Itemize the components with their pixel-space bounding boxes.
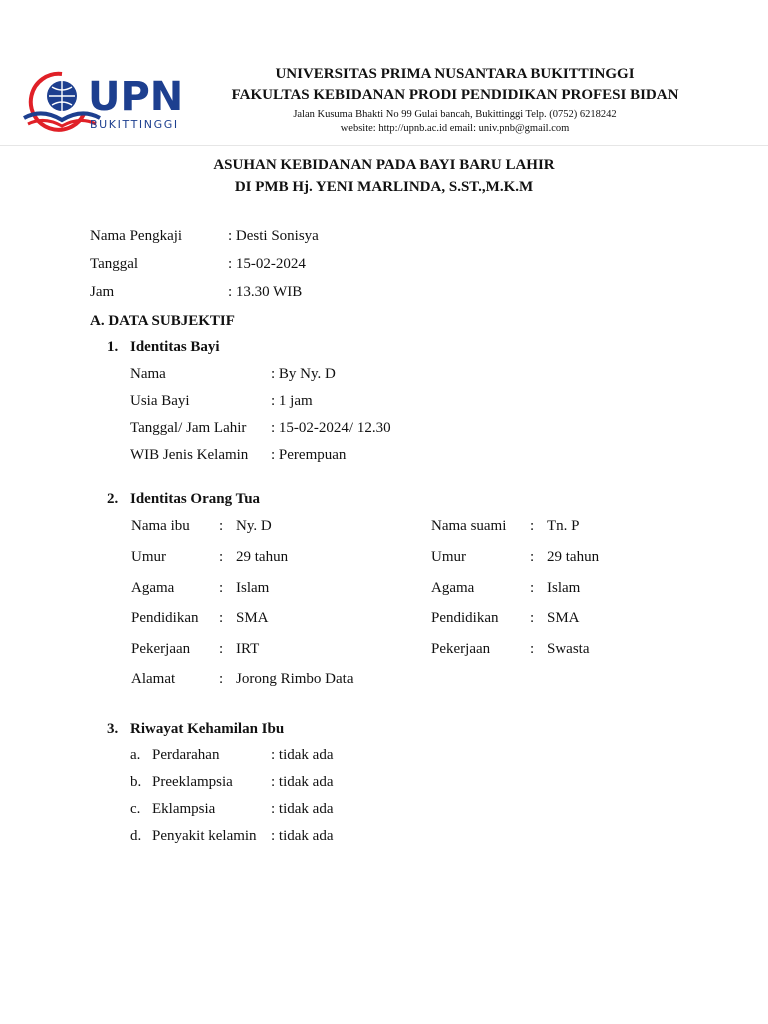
address-line: Jalan Kusuma Bhakti No 99 Gulai bancah, Bukittinggi Telp. (0752) 6218242 — [293, 109, 617, 120]
ibu-label: Umur — [131, 549, 166, 565]
colon: : — [219, 641, 224, 657]
suami-label: Agama — [431, 580, 475, 596]
field-value: : Perempuan — [271, 447, 347, 463]
history-label: Eklampsia — [152, 801, 216, 817]
ibu-label: Alamat — [131, 671, 176, 687]
list-letter: c. — [130, 801, 141, 817]
ibu-value: Jorong Rimbo Data — [236, 671, 354, 687]
history-label: Penyakit kelamin — [152, 828, 257, 844]
website-email-line: website: http://upnb.ac.id email: univ.pnb@gmail.com — [340, 123, 570, 134]
field-label: Nama — [130, 366, 166, 382]
document-title-line2: DI PMB Hj. YENI MARLINDA, S.ST.,M.K.M — [234, 179, 534, 195]
field-label: WIB Jenis Kelamin — [130, 447, 249, 463]
colon: : — [219, 580, 224, 596]
list-letter: b. — [130, 774, 142, 790]
university-name: UNIVERSITAS PRIMA NUSANTARA BUKITTINGGI — [275, 66, 635, 82]
ibu-value: IRT — [236, 641, 260, 657]
ibu-label: Nama ibu — [131, 518, 190, 534]
globe-book-icon — [22, 68, 188, 134]
colon: : — [219, 671, 224, 687]
section-heading: A. DATA SUBJEKTIF — [90, 313, 235, 329]
subsection-number: 3. — [107, 721, 119, 737]
history-label: Preeklampsia — [152, 774, 233, 790]
subsection-number: 1. — [107, 339, 119, 355]
suami-value: Swasta — [547, 641, 590, 657]
subsection-title: Riwayat Kehamilan Ibu — [130, 721, 285, 737]
history-value: : tidak ada — [271, 774, 334, 790]
ibu-label: Pendidikan — [131, 610, 199, 626]
colon: : — [530, 641, 535, 657]
suami-value: 29 tahun — [547, 549, 600, 565]
ibu-label: Agama — [131, 580, 175, 596]
field-value: : By Ny. D — [271, 366, 336, 382]
colon: : — [530, 580, 535, 596]
suami-label: Nama suami — [431, 518, 507, 534]
field-value: : 15-02-2024/ 12.30 — [271, 420, 391, 436]
list-letter: a. — [130, 747, 141, 763]
meta-value: : 13.30 WIB — [228, 284, 303, 300]
suami-value: Tn. P — [547, 518, 580, 534]
university-logo — [22, 68, 188, 134]
colon: : — [219, 518, 224, 534]
ibu-label: Pekerjaan — [131, 641, 191, 657]
history-value: : tidak ada — [271, 801, 334, 817]
colon: : — [530, 549, 535, 565]
logo-brand: UPN — [88, 74, 184, 120]
list-letter: d. — [130, 828, 142, 844]
meta-label: Tanggal — [90, 256, 139, 272]
ibu-value: 29 tahun — [236, 549, 289, 565]
suami-label: Pekerjaan — [431, 641, 491, 657]
suami-value: Islam — [547, 580, 581, 596]
document-title-line1: ASUHAN KEBIDANAN PADA BAYI BARU LAHIR — [213, 157, 555, 173]
history-label: Perdarahan — [152, 747, 220, 763]
history-value: : tidak ada — [271, 828, 334, 844]
colon: : — [219, 610, 224, 626]
history-value: : tidak ada — [271, 747, 334, 763]
ibu-value: Islam — [236, 580, 270, 596]
meta-value: : 15-02-2024 — [228, 256, 306, 272]
meta-label: Nama Pengkaji — [90, 228, 183, 244]
subsection-number: 2. — [107, 491, 119, 507]
suami-label: Pendidikan — [431, 610, 499, 626]
colon: : — [219, 549, 224, 565]
faculty-name: FAKULTAS KEBIDANAN PRODI PENDIDIKAN PROFESI BIDAN — [231, 87, 679, 103]
colon: : — [530, 610, 535, 626]
subsection-title: Identitas Orang Tua — [130, 491, 261, 507]
ibu-value: Ny. D — [236, 518, 272, 534]
meta-label: Jam — [90, 284, 115, 300]
colon: : — [530, 518, 535, 534]
ibu-value: SMA — [236, 610, 269, 626]
field-label: Usia Bayi — [130, 393, 190, 409]
field-value: : 1 jam — [271, 393, 313, 409]
meta-value: : Desti Sonisya — [228, 228, 319, 244]
suami-value: SMA — [547, 610, 580, 626]
suami-label: Umur — [431, 549, 466, 565]
field-label: Tanggal/ Jam Lahir — [130, 420, 247, 436]
logo-subtitle: BUKITTINGGI — [90, 118, 179, 131]
subsection-title: Identitas Bayi — [130, 339, 220, 355]
header-divider — [0, 145, 768, 146]
